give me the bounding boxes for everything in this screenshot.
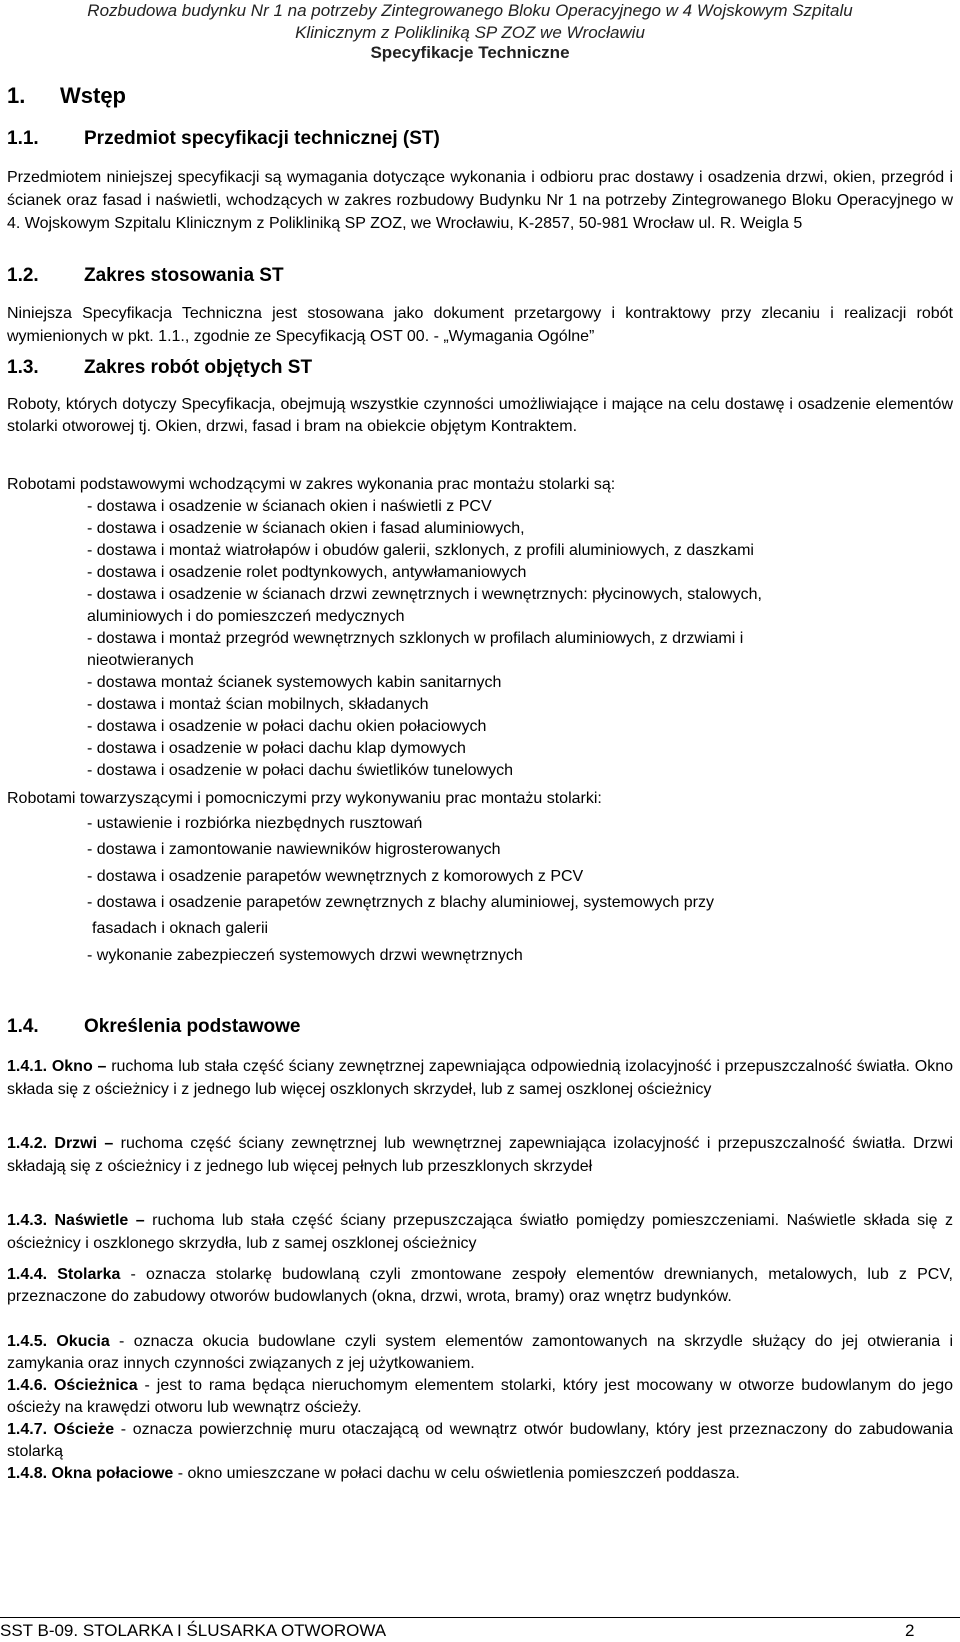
list-item: - dostawa i osadzenie parapetów wewnętrznych z komorowych z PCV xyxy=(87,868,584,885)
list-item: aluminiowych i do pomieszczeń medycznych xyxy=(87,608,405,625)
header-title-line2: Klinicznym z Polikliniką SP ZOZ we Wrocławiu xyxy=(295,23,645,42)
definition-text: ruchoma lub stała część ściany zewnętrznej zapewniająca odpowiednią izolacyjność i przepuszczalność światła. Okno składa się z ościeżnicy i z jednego lub więcej oszklonych skrzydeł, lub z samej oszklonej ościeżnicy xyxy=(7,1058,954,1098)
list-item: - dostawa i osadzenie w połaci dachu klap dymowych xyxy=(87,740,466,757)
s12-number: 1.2. xyxy=(7,265,39,286)
s11-title: Przedmiot specyfikacji technicznej (ST) xyxy=(84,128,440,149)
list-item: - dostawa i zamontowanie nawiewników higrosterowanych xyxy=(87,841,501,858)
definition-term: Ościeże xyxy=(53,1421,115,1438)
definition-number: 1.4.8. xyxy=(7,1465,48,1482)
definition-text: ruchoma lub stała część ściany przepuszczająca światło pomiędzy pomieszczeniami. Naświetle składa się z ościeżnicy i oszklonego skrzydła, lub z samej oszklonej ościeżnicy xyxy=(7,1212,954,1252)
definition-number: 1.4.7. xyxy=(7,1421,48,1438)
list-item: nieotwieranych xyxy=(87,652,194,669)
definition-term: Okucia xyxy=(56,1333,110,1350)
definition-text: - okno umieszczane w połaci dachu w celu oświetlenia pomieszczeń poddasza. xyxy=(173,1465,740,1482)
s14-number: 1.4. xyxy=(7,1016,39,1037)
definition-text: - oznacza stolarkę budowlaną czyli zmontowane zespoły elementów drewnianych, metalowych, lub z PCV, przeznaczone do zabudowy otworów budowlanych (okna, drzwi, wrota, bramy) oraz wnętrz budynków. xyxy=(7,1266,953,1305)
definition-text: ruchoma część ściany zewnętrznej lub wewnętrznej zapewniająca izolacyjność i przepuszczalność światła. Drzwi składają się z ościeżnicy i z jednego lub więcej pełnych lub przeszklonych skrzydeł xyxy=(7,1135,954,1175)
section1-number: 1. xyxy=(7,83,26,108)
list-item: - dostawa i osadzenie w ścianach okien i naświetli z PCV xyxy=(87,498,492,515)
definition-term: Okna połaciowe xyxy=(51,1465,174,1482)
definition-term: Naświetle – xyxy=(54,1212,145,1229)
list-item: - wykonanie zabezpieczeń systemowych drzwi wewnętrznych xyxy=(87,947,523,964)
definition-stolarka xyxy=(7,1264,953,1308)
definition-oscieze xyxy=(7,1419,953,1463)
list-item: - dostawa i osadzenie w ścianach drzwi zewnętrznych i wewnętrznych: płycinowych, stalowych, xyxy=(87,586,762,603)
s13-number: 1.3. xyxy=(7,357,39,378)
definition-number: 1.4.4. xyxy=(7,1266,48,1283)
definition-term: Drzwi – xyxy=(54,1135,114,1152)
definition-oscieznica xyxy=(7,1375,953,1419)
header-subtitle: Specyfikacje Techniczne xyxy=(370,43,570,62)
definition-number: 1.4.2. xyxy=(7,1135,48,1152)
definition-text: - oznacza powierzchnię muru otaczającą od wewnątrz otwór budowlany, który jest przeznaczony do zabudowania stolarką xyxy=(7,1421,953,1460)
list-item: - dostawa i montaż przegród wewnętrznych szklonych w profilach aluminiowych, z drzwiami i xyxy=(87,630,744,647)
footer-document-title: SST B-09. STOLARKA I ŚLUSARKA OTWOROWA xyxy=(0,1621,387,1640)
s14-title: Określenia podstawowe xyxy=(84,1016,301,1037)
s13-main-intro: Robotami podstawowymi wchodzącymi w zakres wykonania prac montażu stolarki są: xyxy=(7,476,616,493)
definition-term: Okno – xyxy=(51,1058,107,1075)
list-item: fasadach i oknach galerii xyxy=(92,920,269,937)
definition-text: - oznacza okucia budowlane czyli system elementów zamontowanych na skrzydle służący do jej otwierania i zamykania oraz innych czynności związanych z jej użytkowaniem. xyxy=(7,1333,953,1372)
s13-aux-intro: Robotami towarzyszącymi i pomocniczymi przy wykonywaniu prac montażu stolarki: xyxy=(7,790,602,807)
definition-number: 1.4.6. xyxy=(7,1377,48,1394)
list-item: - dostawa i osadzenie parapetów zewnętrznych z blachy aluminiowej, systemowych przy xyxy=(87,894,714,911)
list-item: - dostawa i montaż ścian mobilnych, składanych xyxy=(87,696,429,713)
list-item: - dostawa i osadzenie rolet podtynkowych, antywłamaniowych xyxy=(87,564,527,581)
definition-number: 1.4.3. xyxy=(7,1212,48,1229)
list-item: - dostawa i montaż wiatrołapów i obudów galerii, szklonych, z profili aluminiowych, z daszkami xyxy=(87,542,754,559)
s12-paragraph: Niniejsza Specyfikacja Techniczna jest stosowana jako dokument przetargowy i kontraktowy przy zlecaniu i realizacji robót wymienionych w pkt. 1.1., zgodnie ze Specyfikacją OST 00. - „Wymagania Ogólne” xyxy=(7,305,953,345)
definition-okucia xyxy=(7,1331,953,1375)
definition-text: - jest to rama będąca nieruchomym elementem stolarki, który jest mocowany w otworze budowlanym do jego ościeży na krawędzi otworu lub wewnątrz ościeży. xyxy=(7,1377,953,1416)
definition-term: Ościeżnica xyxy=(53,1377,138,1394)
s11-number: 1.1. xyxy=(7,128,39,149)
s12-title: Zakres stosowania ST xyxy=(84,265,284,286)
header-title-line1: Rozbudowa budynku Nr 1 na potrzeby Zintegrowanego Bloku Operacyjnego w 4 Wojskowym Szpitalu xyxy=(87,1,853,20)
page-number: 2 xyxy=(905,1621,915,1640)
list-item: - ustawienie i rozbiórka niezbędnych rusztowań xyxy=(87,815,423,832)
list-item: - dostawa i osadzenie w połaci dachu okien połaciowych xyxy=(87,718,487,735)
definition-naswietle xyxy=(7,1209,953,1255)
s13-paragraph: Roboty, których dotyczy Specyfikacja, obejmują wszystkie czynności umożliwiające i mające na celu dostawę i osadzenie elementów stolarki otworowej tj. Okien, drzwi, fasad i bram na obiekcie objętym Kontraktem. xyxy=(7,396,953,435)
definition-term: Stolarka xyxy=(57,1266,121,1283)
list-item: - dostawa i osadzenie w połaci dachu świetlików tunelowych xyxy=(87,762,513,779)
list-item: - dostawa montaż ścianek systemowych kabin sanitarnych xyxy=(87,674,502,691)
footer-divider xyxy=(0,1617,960,1618)
definition-okno xyxy=(7,1055,953,1101)
definition-okna-polaciowe xyxy=(7,1463,953,1485)
definition-drzwi xyxy=(7,1132,953,1178)
definition-number: 1.4.1. xyxy=(7,1058,48,1075)
s13-title: Zakres robót objętych ST xyxy=(84,357,313,378)
definition-number: 1.4.5. xyxy=(7,1333,48,1350)
s11-paragraph: Przedmiotem niniejszej specyfikacji są wymagania dotyczące wykonania i odbioru prac dostawy i osadzenia drzwi, okien, przegród i ścianek oraz fasad i naświetli, wchodzących w zakres rozbudowy Budynku Nr 1 na potrzeby Zintegrowanego Bloku Operacyjnego w 4. Wojskowym Szpitalu Klinicznym z Polikliniką SP ZOZ, we Wrocławiu, K-2857, 50-981 Wrocław ul. R. Weigla 5 xyxy=(7,169,953,232)
list-item: - dostawa i osadzenie w ścianach okien i fasad aluminiowych, xyxy=(87,520,525,537)
section1-title: Wstęp xyxy=(60,83,126,108)
